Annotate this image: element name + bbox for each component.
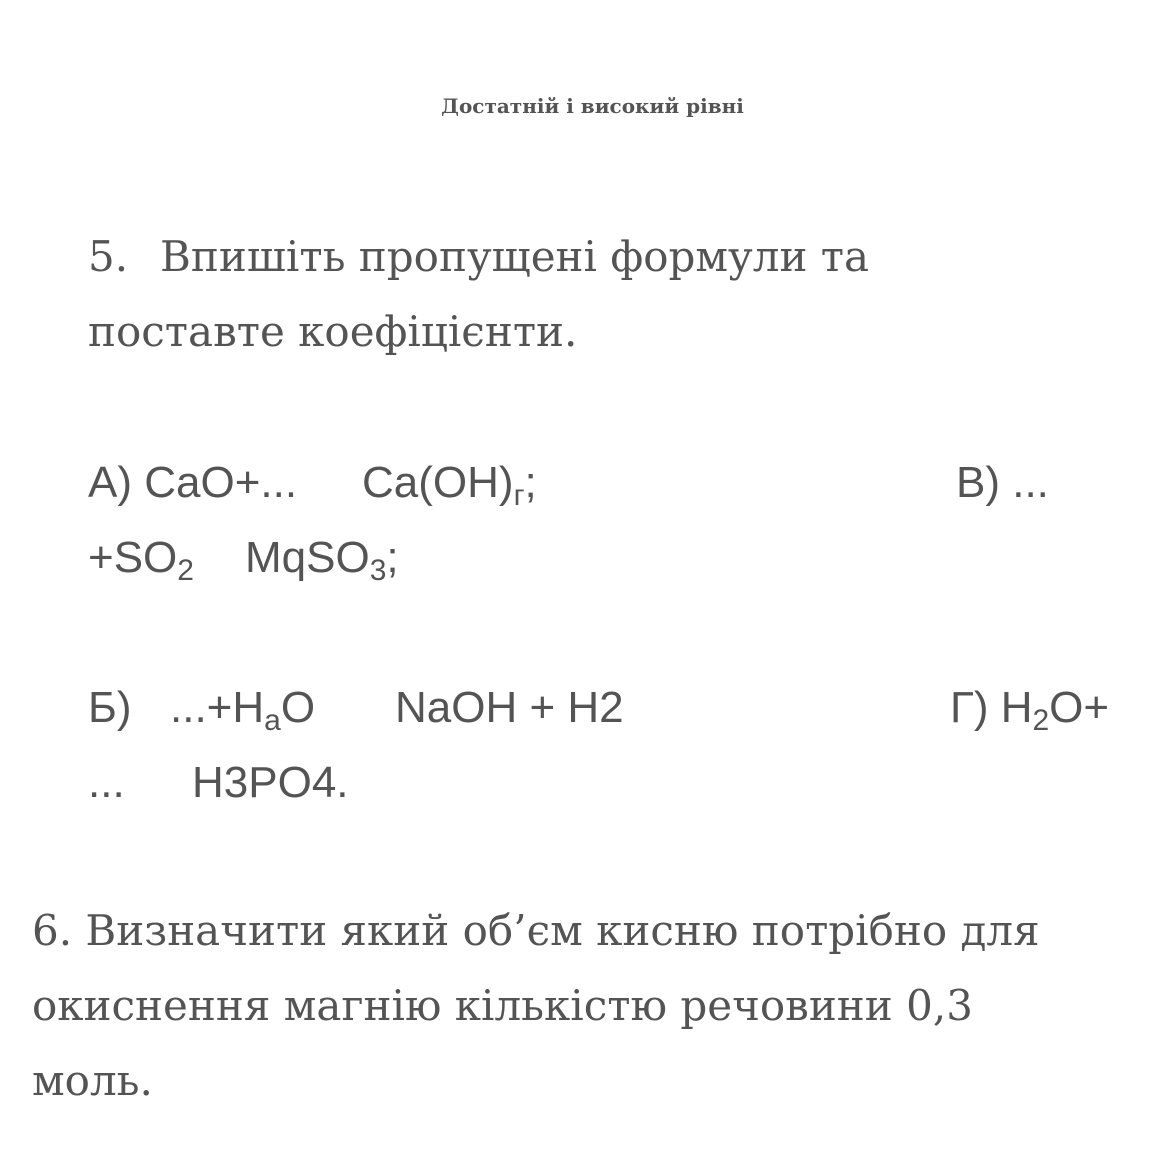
reaction-b-lead-sub: a	[264, 704, 281, 737]
section-heading: Достатній і високий рівні	[441, 94, 744, 118]
reaction-g-product: H3PO4.	[192, 758, 349, 807]
reaction-a-product	[362, 455, 537, 511]
reaction-b-lead-text: ...+H	[170, 683, 265, 732]
reaction-v-cont-text: +SO	[88, 533, 178, 582]
reaction-g-lead-end: O+	[1049, 683, 1110, 732]
reaction-a	[88, 455, 297, 511]
reaction-b-lead-end: O	[280, 683, 316, 732]
reaction-g-lead	[950, 680, 1109, 736]
reaction-g-cont: ...	[88, 758, 125, 807]
reaction-v-cont-sub: 2	[177, 554, 194, 587]
task6-line2: окиснення магнію кількістю речовини 0,3	[32, 981, 973, 1030]
task6-line3: моль.	[32, 1056, 153, 1105]
reaction-b-label: Б)	[88, 683, 132, 732]
reaction-v-product	[245, 530, 399, 586]
reaction-v-end: ;	[386, 533, 399, 582]
reaction-g-lead-sub: 2	[1032, 704, 1050, 737]
reaction-v-cont	[88, 530, 194, 586]
reaction-a-product-sub: г	[513, 479, 525, 512]
reaction-a-product-text: Ca(OH)	[362, 458, 514, 507]
task5-line2: поставте коефіцієнти.	[88, 307, 578, 356]
reaction-v-product-text: MqSO	[245, 533, 370, 582]
task5-number: 5.	[88, 232, 129, 281]
reaction-v-product-sub: 3	[369, 554, 387, 587]
reaction-b-product: NaOH + H2	[395, 683, 624, 732]
reaction-v-lead: В) ...	[956, 458, 1049, 507]
reaction-a-end: ;	[524, 458, 537, 507]
reaction-g-lead-text: Г) H	[950, 683, 1033, 732]
task6-line1: 6. Визначити який об’єм кисню потрібно для	[32, 906, 1040, 955]
reaction-a-lead: А) CaO+...	[88, 458, 298, 507]
task5-line1: Впишіть пропущені формули та	[160, 232, 870, 281]
reaction-b-lead	[170, 680, 315, 736]
